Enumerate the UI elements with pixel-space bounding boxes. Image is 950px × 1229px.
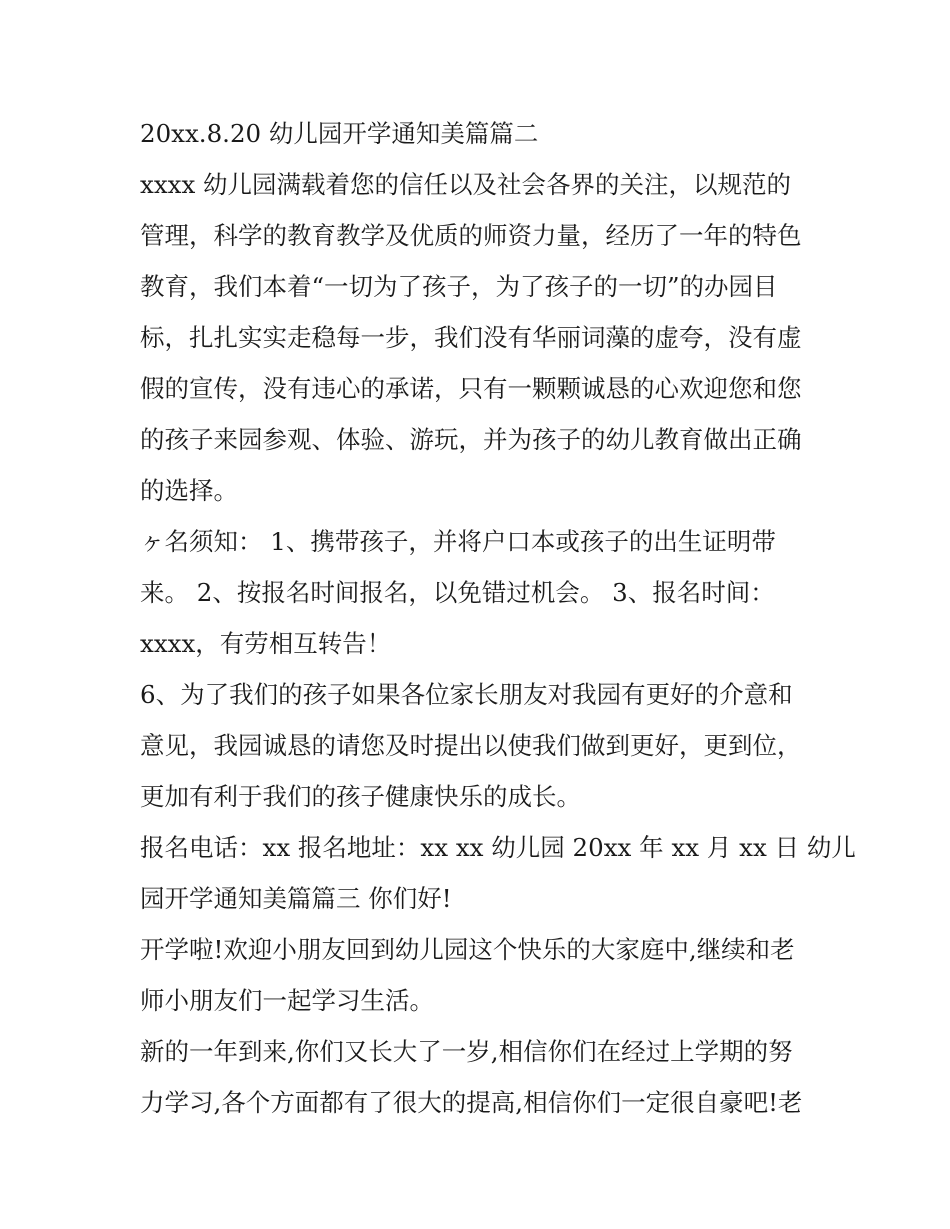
- text-line: 的选择。: [140, 476, 238, 505]
- text-line: 20xx.8.20 幼儿园开学通知美篇篇二: [140, 119, 539, 148]
- paragraph-welcome: [140, 924, 820, 1026]
- text-line: ヶ名须知： 1、携带孩子，并将户口本或孩子的出生证明带: [140, 527, 776, 556]
- text-line: 力学习,各个方面都有了很大的提高,相信你们一定很自豪吧!老: [140, 1088, 803, 1117]
- text-line: 标，扎扎实实走稳每一步，我们没有华丽词藻的虚夸，没有虚: [140, 323, 802, 352]
- text-line: xxxx，有劳相互转告！: [140, 629, 392, 658]
- text-line: 教育，我们本着“一切为了孩子，为了孩子的一切”的办园目: [140, 272, 778, 301]
- text-line: 更加有利于我们的孩子健康快乐的成长。: [140, 782, 581, 811]
- paragraph-heading: [140, 108, 820, 159]
- document-body: [140, 108, 856, 1128]
- text-line: 管理，科学的教育教学及优质的师资力量，经历了一年的特色: [140, 221, 802, 250]
- text-line: 新的一年到来,你们又长大了一岁,相信你们在经过上学期的努: [140, 1037, 793, 1066]
- text-line: 意见，我园诚恳的请您及时提出以使我们做到更好，更到位，: [140, 731, 802, 760]
- text-line: 报名电话：xx 报名地址：xx xx 幼儿园 20xx 年 xx 月 xx 日 幼儿: [140, 833, 856, 862]
- text-line: xxxx 幼儿园满载着您的信任以及社会各界的关注，以规范的: [140, 170, 792, 199]
- text-line: 开学啦!欢迎小朋友回到幼儿园这个快乐的大家庭中,继续和老: [140, 935, 795, 964]
- text-line: 假的宣传，没有违心的承诺，只有一颗颗诚恳的心欢迎您和您: [140, 374, 802, 403]
- text-line: 6、为了我们的孩子如果各位家长朋友对我园有更好的介意和: [140, 680, 793, 709]
- paragraph-feedback: [140, 669, 820, 822]
- text-line: 师小朋友们一起学习生活。: [140, 986, 434, 1015]
- paragraph-intro: [140, 159, 820, 516]
- text-line: 园开学通知美篇篇三 你们好!: [140, 884, 452, 913]
- paragraph-new-year: [140, 1026, 820, 1128]
- text-line: 来。 2、按报名时间报名，以免错过机会。 3、报名时间：: [140, 578, 775, 607]
- paragraph-contact: [140, 822, 856, 924]
- text-line: 的孩子来园参观、体验、游玩，并为孩子的幼儿教育做出正确: [140, 425, 802, 454]
- paragraph-registration-notice: [140, 516, 820, 669]
